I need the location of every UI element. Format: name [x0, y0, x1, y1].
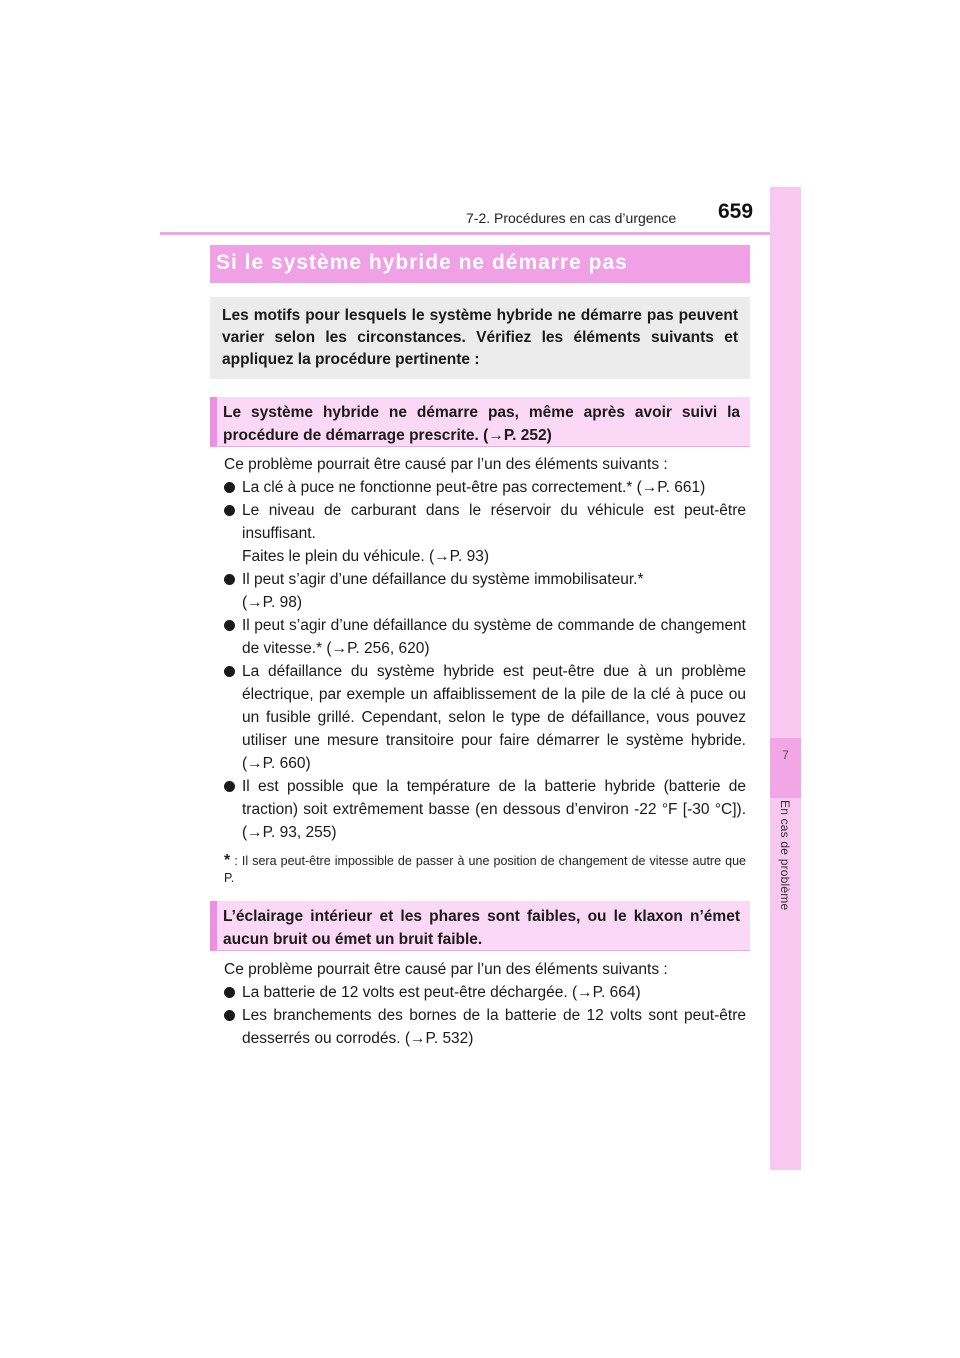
header-divider [160, 232, 800, 235]
bullet-icon [224, 620, 235, 631]
footnote-mark: * [224, 852, 231, 869]
chapter-side-tab-marker [770, 738, 801, 798]
bullet-icon [224, 987, 235, 998]
bullet-icon [224, 574, 235, 585]
bullet-icon [224, 666, 235, 677]
chapter-number: 7 [782, 748, 789, 762]
bullet-subline: Faites le plein du véhicule. (→P. 93) [242, 548, 489, 565]
list-item: Il peut s’agir d’une défaillance du système immobilisateur.* (→P. 98) [224, 568, 746, 614]
bullet-list-1 [224, 476, 746, 844]
list-item: La défaillance du système hybride est peut-être due à un problème électrique, par exemple un affaiblissement de la pile de la clé à puce ou un fusible grillé. Cependant, selon le type de défaillance, vous pouvez utiliser une mesure transitoire pour faire démarrer le système hybride. (→P. 660) [224, 660, 746, 775]
page-title-bar [210, 245, 750, 283]
chapter-label: En cas de problème [778, 800, 792, 911]
page-title: Si le système hybride ne démarre pas [216, 251, 628, 274]
section-label: 7-2. Procédures en cas d’urgence [466, 210, 677, 226]
section-lead-1: Ce problème pourrait être causé par l’un des éléments suivants : [224, 456, 668, 473]
section-lead-2: Ce problème pourrait être causé par l’un des éléments suivants : [224, 961, 668, 978]
footnote-text: : Il sera peut-être impossible de passer à une position de changement de vitesse autre que P. [224, 854, 746, 885]
bullet-list-2 [224, 981, 746, 1050]
list-item: La batterie de 12 volts est peut-être déchargée. (→P. 664) [224, 981, 746, 1004]
section-heading-2: L’éclairage intérieur et les phares sont faibles, ou le klaxon n’émet aucun bruit ou émet un bruit faible. [210, 901, 750, 951]
list-item: Il est possible que la température de la batterie hybride (batterie de traction) soit extrêmement basse (en dessous d’environ -22 °F [-30 °C]). (→P. 93, 255) [224, 775, 746, 844]
list-item: Il peut s’agir d’une défaillance du système de commande de changement de vitesse.* (→P. 256, 620) [224, 614, 746, 660]
footnote [224, 852, 746, 887]
chapter-side-tab [770, 187, 801, 1170]
bullet-icon [224, 505, 235, 516]
intro-box: Les motifs pour lesquels le système hybride ne démarre pas peuvent varier selon les circonstances. Vérifiez les éléments suivants et appliquez la procédure pertinente : [210, 297, 750, 379]
bullet-icon [224, 1010, 235, 1021]
section-heading-1: Le système hybride ne démarre pas, même après avoir suivi la procédure de démarrage prescrite. (→P. 252) [210, 397, 750, 447]
list-item: Le niveau de carburant dans le réservoir du véhicule est peut-être insuffisant. Faites le plein du véhicule. (→P. 93) [224, 499, 746, 568]
list-item: La clé à puce ne fonctionne peut-être pas correctement.* (→P. 661) [224, 476, 746, 499]
bullet-icon [224, 482, 235, 493]
bullet-subline: (→P. 98) [242, 594, 303, 611]
list-item: Les branchements des bornes de la batterie de 12 volts sont peut-être desserrés ou corrodés. (→P. 532) [224, 1004, 746, 1050]
bullet-icon [224, 781, 235, 792]
page-number: 659 [718, 200, 754, 223]
